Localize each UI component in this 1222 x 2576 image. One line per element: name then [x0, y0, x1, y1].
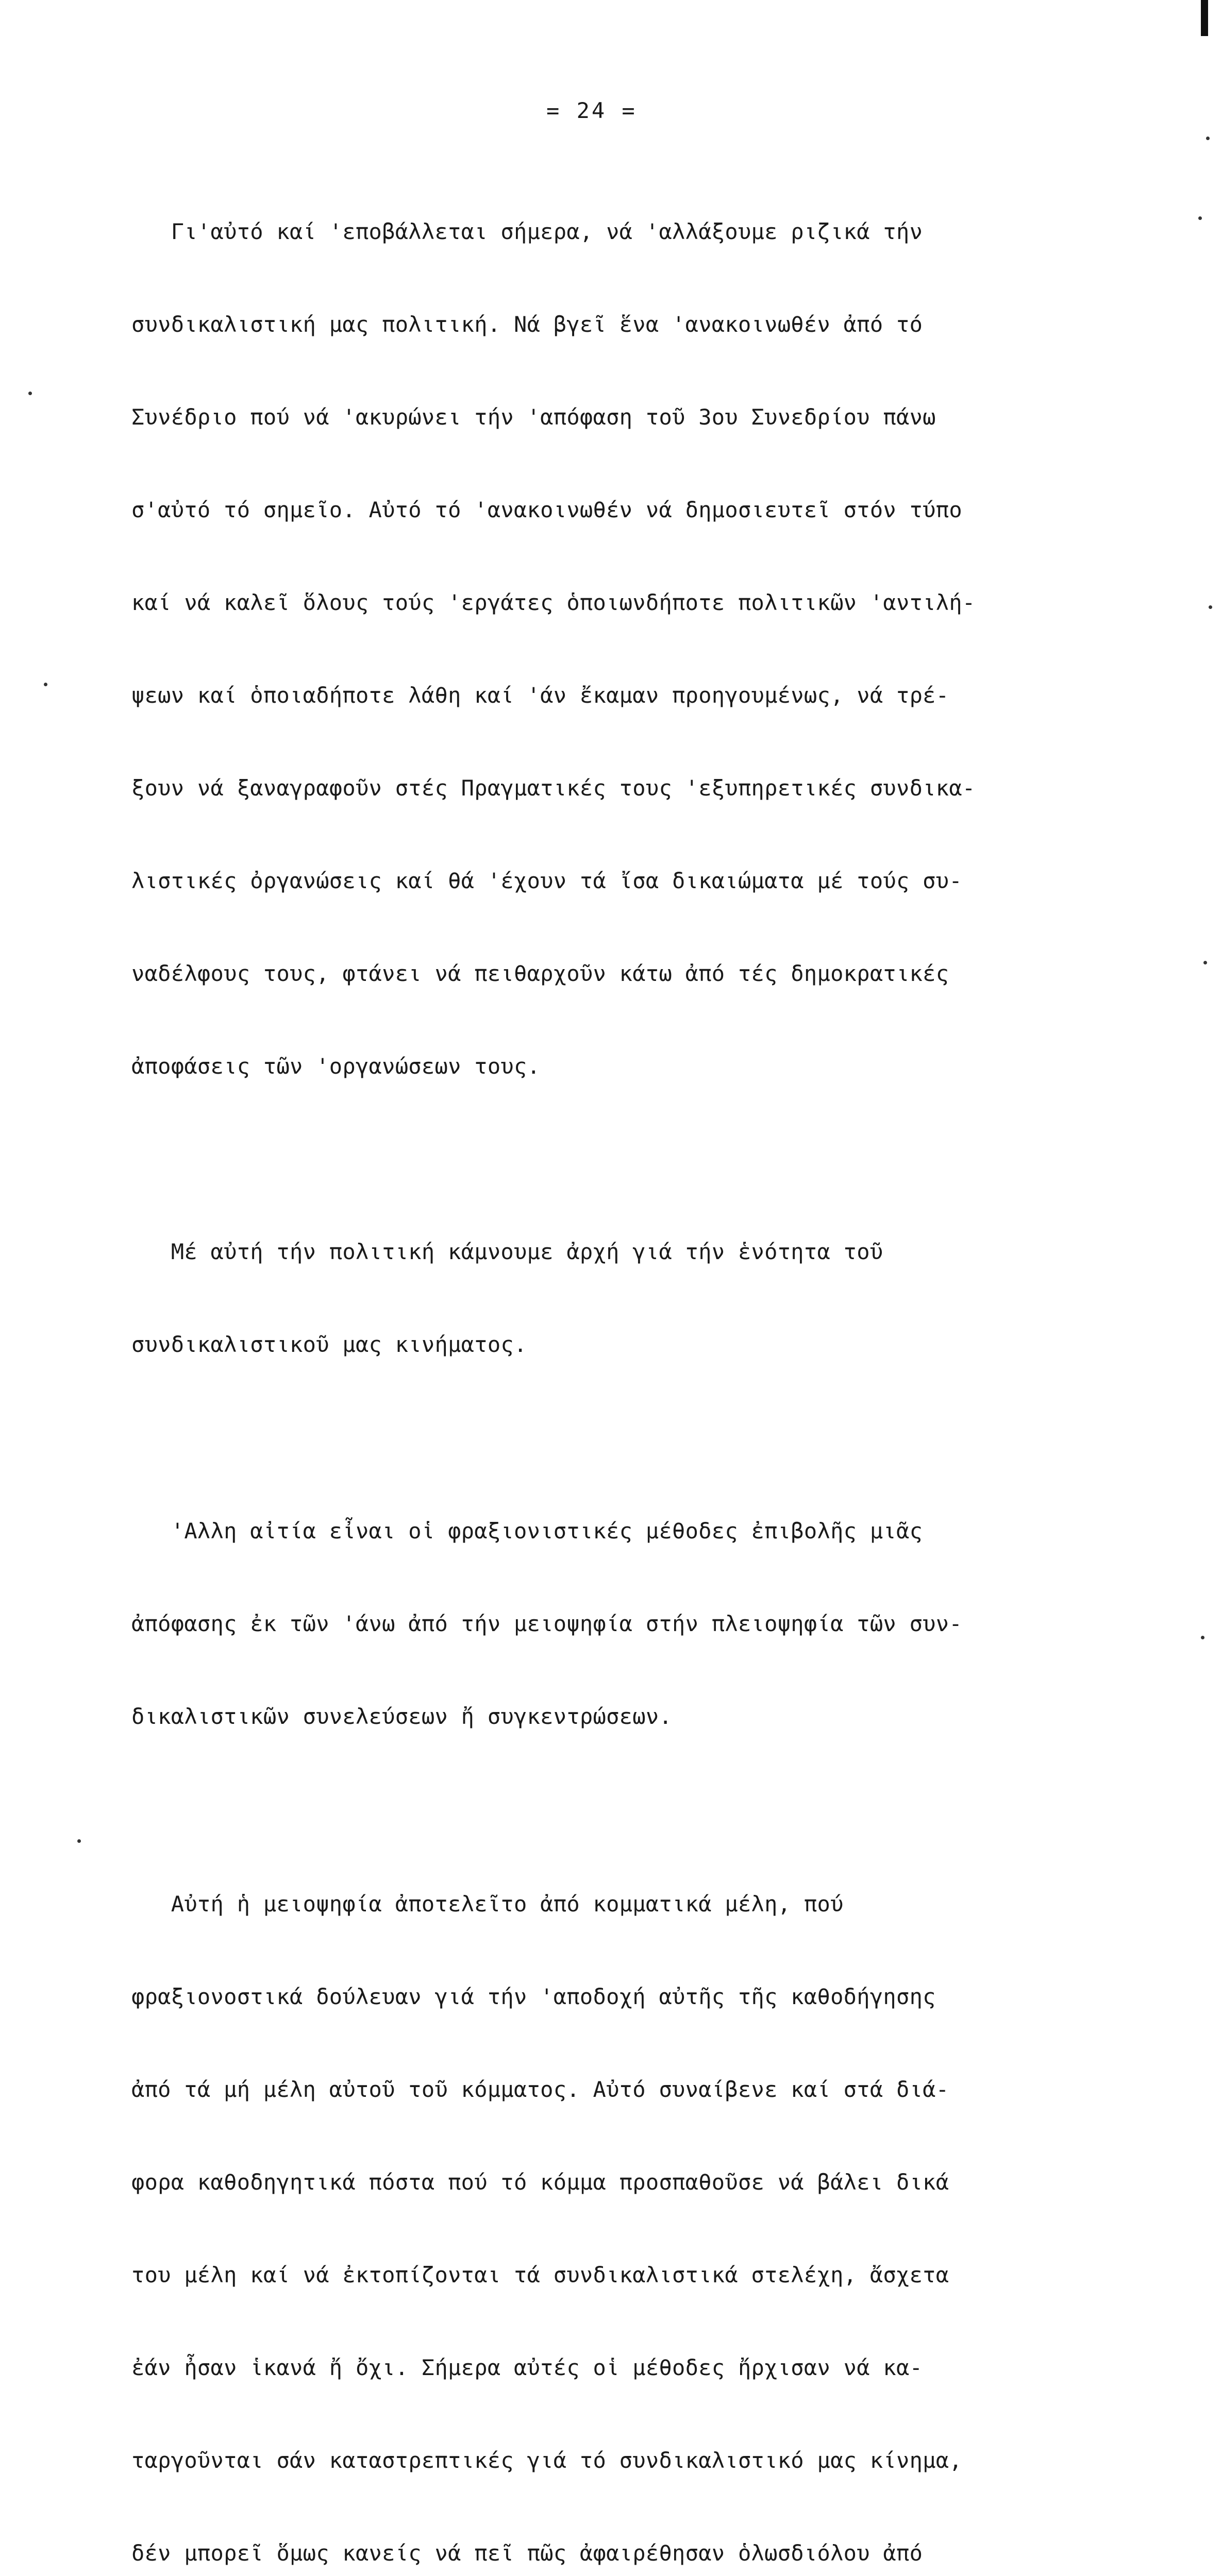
scan-speck	[1206, 137, 1210, 140]
text-line: δέν μπορεῖ ὅμως κανείς νά πεῖ πῶς ἀφαιρέθησαν ὁλωσδιόλου ἀπό	[131, 2540, 923, 2566]
document-body	[131, 155, 1142, 2576]
text-line: σ'αὐτό τό σημεῖο. Αὐτό τό 'ανακοινωθέν νά δημοσιευτεῖ στόν τύπο	[131, 497, 962, 522]
paragraph	[131, 1827, 1142, 2576]
text-line: φορα καθοδηγητικά πόστα πού τό κόμμα προσπαθοῦσε νά βάλει δικά	[131, 2170, 949, 2195]
paragraph	[131, 1175, 1142, 1422]
text-line: καί νά καλεῖ ὅλους τούς 'εργάτες ὁποιωνδήποτε πολιτικῶν 'αντιλή-	[131, 590, 976, 615]
scan-speck	[1198, 216, 1202, 220]
text-line: λιστικές ὀργανώσεις καί θά 'έχουν τά ἴσα δικαιώματα μέ τούς συ-	[131, 868, 962, 893]
scan-edge-mark	[1201, 0, 1208, 36]
text-line: ἀπό τά μή μέλη αὐτοῦ τοῦ κόμματος. Αὐτό συναίβενε καί στά διά-	[131, 2077, 949, 2102]
text-line: ψεων καί ὁποιαδήποτε λάθη καί 'άν ἔκαμαν προηγουμένως, νά τρέ-	[131, 683, 949, 708]
text-line: ναδέλφους τους, φτάνει νά πειθαρχοῦν κάτω ἀπό τές δημοκρατικές	[131, 961, 949, 986]
scan-speck	[1203, 961, 1207, 964]
text-line: συνδικαλιστική μας πολιτική. Νά βγεῖ ἕνα 'ανακοινωθέν ἀπό τό	[131, 312, 923, 337]
paragraph	[131, 1454, 1142, 1794]
text-line: φραξιονοστικά δούλευαν γιά τήν 'αποδοχή αὐτῆς τῆς καθοδήγησης	[131, 1984, 936, 2009]
scan-speck	[1201, 1636, 1204, 1639]
text-line: Συνέδριο πού νά 'ακυρώνει τήν 'απόφαση τοῦ 3ου Συνεδρίου πάνω	[131, 404, 936, 430]
page-number: = 24 =	[546, 98, 637, 123]
text-line: ξουν νά ξαναγραφοῦν στές Πραγματικές τους 'εξυπηρετικές συνδικα-	[131, 775, 976, 801]
text-line: ἀπόφασης ἐκ τῶν 'άνω ἀπό τήν μειοψηφία στήν πλειοψηφία τῶν συν-	[131, 1611, 962, 1636]
scan-speck	[44, 683, 47, 686]
text-line: 'Αλλη αἰτία εἶναι οἱ φραξιονιστικές μέθοδες ἐπιβολῆς μιᾶς	[131, 1518, 923, 1544]
text-line: ταργοῦνται σάν καταστρεπτικές γιά τό συνδικαλιστικό μας κίνημα,	[131, 2448, 962, 2473]
text-line: Μέ αὐτή τήν πολιτική κάμνουμε ἀρχή γιά τήν ἑνότητα τοῦ	[131, 1239, 883, 1264]
text-line: ἐάν ἦσαν ἱκανά ἤ ὄχι. Σήμερα αὐτές οἱ μέθοδες ἤρχισαν νά κα-	[131, 2355, 923, 2380]
text-line: συνδικαλιστικοῦ μας κινήματος.	[131, 1332, 527, 1357]
scan-speck	[1209, 605, 1212, 609]
text-line: Γι'αὐτό καί 'εποβάλλεται σήμερα, νά 'αλλάξουμε ριζικά τήν	[131, 219, 923, 244]
text-line: του μέλη καί νά ἐκτοπίζονται τά συνδικαλιστικά στελέχη, ἄσχετα	[131, 2262, 949, 2287]
text-line: δικαλιστικῶν συνελεύσεων ἤ συγκεντρώσεων.	[131, 1704, 673, 1729]
text-line: ἀποφάσεις τῶν 'οργανώσεων τους.	[131, 1054, 541, 1079]
scan-speck	[28, 392, 32, 395]
paragraph	[131, 155, 1142, 1144]
text-line: Αὐτή ἡ μειοψηφία ἀποτελεῖτο ἀπό κομματικά μέλη, πού	[131, 1891, 844, 1917]
scan-speck	[77, 1839, 81, 1843]
